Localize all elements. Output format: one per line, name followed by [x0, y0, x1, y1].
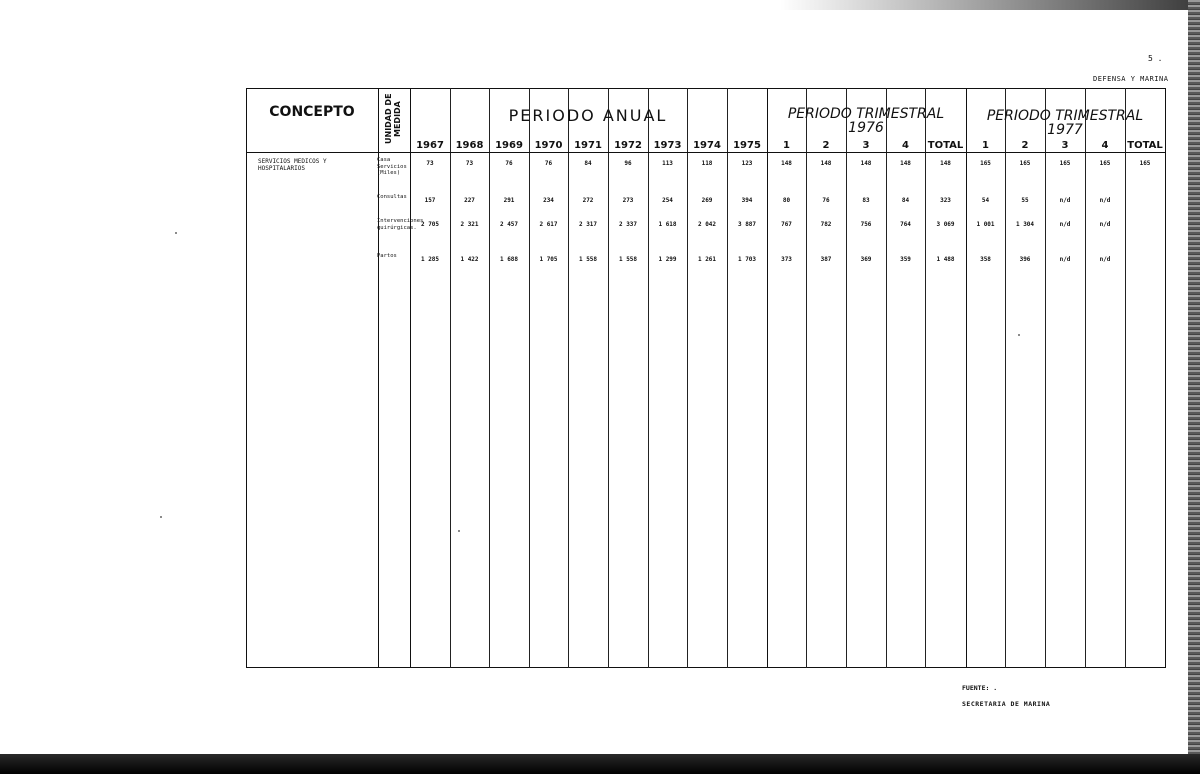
table-cell: 1 705 [539, 256, 558, 263]
table-cell: 2 705 [420, 221, 440, 228]
column-header: 1972 [614, 140, 642, 151]
column-header: 2 [1021, 140, 1029, 151]
column-header: TOTAL [1127, 140, 1163, 151]
scan-edge-right [1188, 0, 1200, 774]
unit-header [380, 92, 406, 146]
column-header: 4 [1101, 140, 1109, 151]
table-cell: n/d [1059, 197, 1071, 204]
table-cell: 369 [860, 256, 872, 263]
table-cell: 1 285 [420, 256, 440, 263]
column-divider [410, 88, 411, 668]
unit-cell: Intervenciones quirúrgicas. [377, 218, 424, 231]
table-cell: 1 558 [578, 256, 598, 263]
table-cell: 2 321 [460, 221, 479, 228]
table-cell: 1 618 [658, 221, 677, 228]
column-header: 2 [822, 140, 830, 151]
quarterly-1976-year: 1976 [848, 120, 884, 136]
column-divider [489, 88, 490, 668]
table-cell: 1 001 [976, 221, 995, 228]
table-cell: 782 [820, 221, 832, 228]
table-cell: 2 337 [618, 221, 638, 228]
source-label: FUENTE: . [962, 684, 998, 692]
table-cell: 1 422 [460, 256, 479, 263]
table-cell: 234 [543, 197, 554, 204]
table-cell: 76 [505, 160, 513, 167]
column-divider [1045, 88, 1046, 668]
table-cell: 1 703 [737, 256, 757, 263]
table-cell: 373 [781, 256, 792, 263]
column-header: 3 [862, 140, 870, 151]
table-cell: 84 [901, 197, 910, 204]
table-cell: 73 [426, 160, 434, 167]
source-name: SECRETARIA DE MARINA [962, 700, 1051, 708]
table-cell: 273 [622, 197, 634, 204]
column-divider [1125, 88, 1126, 668]
table-cell: 2 317 [578, 221, 598, 228]
table-cell: 1 688 [499, 256, 519, 263]
column-divider [648, 88, 649, 668]
table-cell: 1 299 [658, 256, 677, 263]
table-cell: 269 [701, 197, 713, 204]
table-cell: 80 [782, 197, 791, 204]
column-header: 1969 [495, 140, 523, 151]
table-cell: 165 [1099, 160, 1111, 167]
table-cell: 73 [465, 160, 474, 167]
column-divider [846, 88, 847, 668]
table-cell: 358 [980, 256, 991, 263]
column-divider [925, 88, 926, 668]
table-cell: n/d [1099, 256, 1111, 263]
column-divider [806, 88, 807, 668]
table-cell: 165 [1059, 160, 1071, 167]
column-divider [727, 88, 728, 668]
unit-header-label: UNIDAD DE MEDIDA [384, 93, 402, 145]
table-cell: 1 558 [618, 256, 638, 263]
table-cell: 2 617 [539, 221, 558, 228]
table-cell: 1 304 [1015, 221, 1035, 228]
table-cell: 157 [424, 197, 436, 204]
table-cell: 76 [544, 160, 553, 167]
column-divider [568, 88, 569, 668]
table-cell: 148 [820, 160, 832, 167]
column-header: 1968 [455, 140, 484, 151]
table-cell: 1 261 [697, 256, 717, 263]
table-cell: 272 [582, 197, 594, 204]
column-header: 1 [982, 140, 989, 151]
table-cell: 165 [1019, 160, 1031, 167]
scan-speck [1018, 334, 1020, 336]
column-divider [886, 88, 887, 668]
column-divider [1085, 88, 1086, 668]
table-cell: 165 [1139, 160, 1151, 167]
quarterly-1977-header [966, 109, 1164, 137]
column-header: 1975 [733, 140, 761, 151]
table-cell: n/d [1059, 221, 1071, 228]
page-number: 5 . [1148, 54, 1163, 63]
scan-speck [160, 516, 162, 518]
column-header: TOTAL [927, 140, 964, 151]
column-header: 1 [783, 140, 790, 151]
table-cell: 54 [981, 197, 990, 204]
table-cell: 396 [1019, 256, 1031, 263]
column-divider [687, 88, 688, 668]
scan-edge-top [780, 0, 1200, 10]
annual-period-header: PERIODO ANUAL [508, 106, 668, 125]
unit-cell: Casa Servicios (Miles) [377, 157, 407, 176]
quarterly-1977-title: PERIODO TRIMESTRAL [986, 108, 1144, 124]
table-cell: 756 [860, 221, 872, 228]
quarterly-1976-title: PERIODO TRIMESTRAL [787, 106, 945, 122]
table-cell: 148 [940, 160, 951, 167]
table-cell: 55 [1021, 197, 1029, 204]
table-cell: 764 [900, 221, 911, 228]
unit-cell: Partos [377, 253, 397, 259]
table-cell: 359 [900, 256, 911, 263]
scan-speck [458, 530, 460, 532]
table-cell: 76 [822, 197, 830, 204]
table-cell: 148 [900, 160, 911, 167]
table-cell: 767 [781, 221, 792, 228]
column-header: 1974 [693, 140, 721, 151]
column-header: 3 [1061, 140, 1069, 151]
quarterly-1976-header [768, 107, 964, 135]
column-divider [608, 88, 609, 668]
concept-header: CONCEPTO [269, 104, 355, 120]
unit-cell: Consultas [377, 194, 407, 200]
table-cell: 291 [503, 197, 515, 204]
table-cell: 148 [860, 160, 872, 167]
table-cell: 84 [584, 160, 592, 167]
scan-edge-bottom [0, 754, 1200, 774]
column-divider [529, 88, 530, 668]
table-cell: 96 [624, 160, 632, 167]
table-cell: n/d [1099, 221, 1111, 228]
column-header: 1971 [574, 140, 602, 151]
column-header: 1967 [416, 140, 444, 151]
table-cell: 387 [820, 256, 832, 263]
table-cell: 3 887 [737, 221, 757, 228]
column-header: 1970 [534, 140, 563, 151]
column-header: 1973 [653, 140, 682, 151]
column-header: 4 [902, 140, 909, 151]
column-divider [767, 88, 768, 668]
column-divider [450, 88, 451, 668]
table-cell: 3 069 [936, 221, 955, 228]
table-cell: 254 [662, 197, 673, 204]
table-cell: 2 042 [697, 221, 717, 228]
concept-cell: SERVICIOS MEDICOS Y HOSPITALARIOS [258, 158, 327, 172]
column-divider [1005, 88, 1006, 668]
table-cell: 227 [464, 197, 475, 204]
table-cell: 1 488 [936, 256, 955, 263]
table-cell: n/d [1059, 256, 1071, 263]
header-divider [246, 152, 1166, 153]
table-cell: 165 [980, 160, 991, 167]
table-cell: 113 [662, 160, 673, 167]
table-cell: 394 [741, 197, 753, 204]
quarterly-1977-year: 1977 [1047, 122, 1083, 138]
table-cell: 148 [781, 160, 792, 167]
table-cell: 2 457 [499, 221, 519, 228]
table-cell: 83 [862, 197, 870, 204]
table-cell: n/d [1099, 197, 1111, 204]
section-header: DEFENSA Y MARINA [1093, 75, 1169, 83]
table-cell: 118 [701, 160, 713, 167]
table-cell: 323 [940, 197, 951, 204]
column-divider [966, 88, 967, 668]
table-cell: 123 [741, 160, 753, 167]
scan-speck [175, 232, 177, 234]
